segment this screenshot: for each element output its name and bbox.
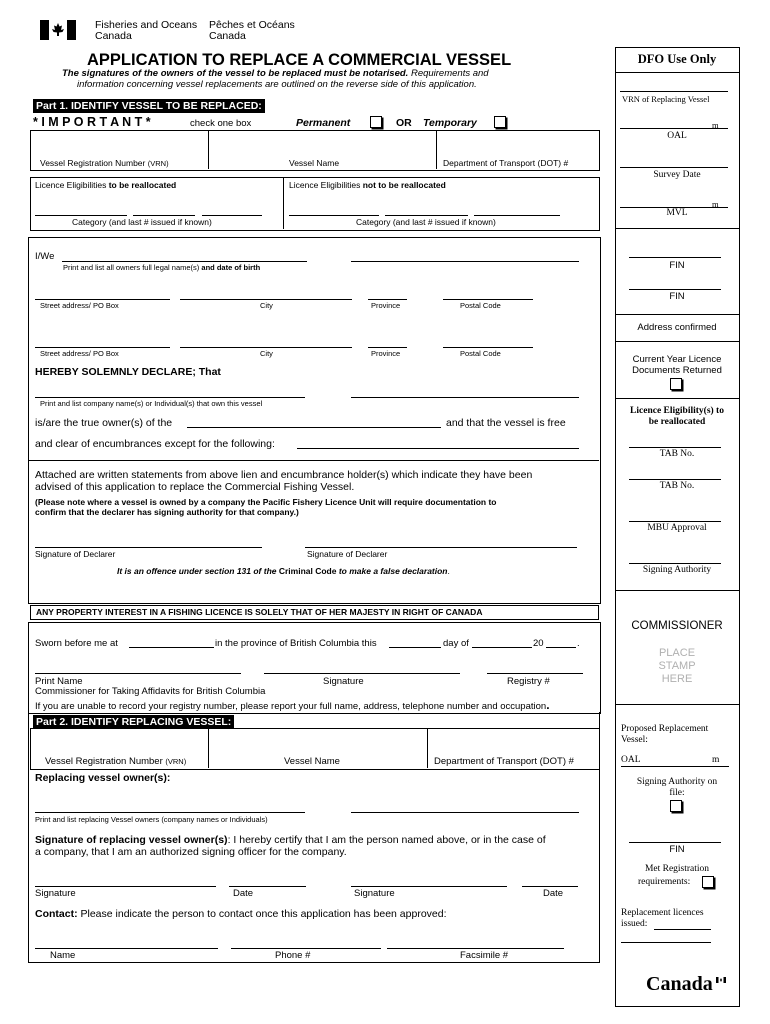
province-field-1[interactable] <box>368 299 407 300</box>
encumbrances-field[interactable] <box>297 448 579 449</box>
owner-name-field-1[interactable] <box>62 261 307 262</box>
sig-declarer-label-2: Signature of Declarer <box>307 549 388 559</box>
offence-c: to make a false declaration <box>336 566 448 576</box>
province-label-2: Province <box>371 349 401 358</box>
replacing-sig-label-1: Signature <box>35 888 76 899</box>
contact-text: Please indicate the person to contact once this application has been approved: <box>77 908 447 920</box>
replacing-vrn-label <box>45 756 186 767</box>
replacing-vrn-text: Vessel Registration Number <box>45 756 163 767</box>
attached-line-1: Attached are written statements from above lien and encumbrance holder(s) which indicate they have been <box>35 469 533 481</box>
contact-name-label: Name <box>50 950 76 961</box>
replacing-owner-field-2[interactable] <box>351 812 579 813</box>
temporary-label: Temporary <box>423 117 477 129</box>
dfo-mvl: MVL <box>666 208 688 218</box>
replacing-dot-label: Department of Transport (DOT) # <box>434 756 574 767</box>
replacing-sig-text: : I hereby certify that I am the person named above, or in the case of <box>227 834 546 846</box>
elig-to-reallocate-label <box>35 180 176 190</box>
postal-field-1[interactable] <box>443 299 533 300</box>
important-label: * I M P O R T A N T * <box>33 115 151 129</box>
sworn-line <box>35 638 118 649</box>
signing-authority-checkbox[interactable] <box>670 800 682 812</box>
dfo-address-confirmed: Address confirmed <box>637 322 717 333</box>
replacing-sig-bold: Signature of replacing vessel owner(s) <box>35 834 228 846</box>
commissioner-signature-field[interactable] <box>264 673 460 674</box>
replacing-vrn-input[interactable] <box>31 729 207 754</box>
dfo-title: DFO Use Only <box>637 52 717 66</box>
dfo-elig-1: Licence Eligibility(s) to <box>630 406 724 416</box>
print-owners-bold: and date of birth <box>201 263 261 272</box>
dfo-signing-authority: Signing Authority <box>642 565 712 575</box>
dfo-repl-2: issued: <box>621 919 648 929</box>
declare-label: HEREBY SOLEMNLY DECLARE; That <box>35 366 221 378</box>
registry-number-field[interactable] <box>487 673 583 674</box>
print-owners-label <box>63 263 260 272</box>
true-owner-vessel-field[interactable] <box>187 427 441 428</box>
permanent-label: Permanent <box>296 117 351 129</box>
postal-label-2: Postal Code <box>460 349 501 358</box>
category-field-2[interactable] <box>133 215 195 216</box>
sworn-b: in the province of British Columbia this <box>215 638 377 649</box>
contact-phone-field[interactable] <box>231 948 381 949</box>
category-field-4[interactable] <box>289 215 379 216</box>
sworn-location-field[interactable] <box>129 647 214 648</box>
permanent-checkbox[interactable] <box>370 116 382 128</box>
dfo-commissioner: COMMISSIONER <box>631 620 723 632</box>
note-line-1: (Please note where a vessel is owned by a company the Pacific Fishery Licence Unit will require documentation to <box>35 497 497 507</box>
property-notice: ANY PROPERTY INTEREST IN A FISHING LICENCE IS SOLELY THAT OF HER MAJESTY IN RIGHT OF CANADA <box>36 607 483 617</box>
company-name-field-1[interactable] <box>35 397 305 398</box>
dfo-m-1: m <box>712 120 719 130</box>
province-label-1: Province <box>371 301 401 310</box>
sworn-month-field[interactable] <box>472 647 532 648</box>
stamp-line-1: PLACE <box>658 647 696 659</box>
category-field-5[interactable] <box>385 215 468 216</box>
docs-returned-checkbox[interactable] <box>670 378 682 390</box>
dfo-met-1: Met Registration <box>644 864 710 874</box>
dfo-m-2: m <box>712 199 719 209</box>
replacing-date-label-1: Date <box>233 888 254 899</box>
dfo-vrn-label: VRN of Replacing Vessel <box>622 94 710 104</box>
unable-text: If you are unable to record your registry number, please report your full name, address, telephone number and occupation <box>35 701 547 712</box>
print-company-label: Print and list company name(s) or Individual(s) that own this vessel <box>40 399 263 408</box>
contact-line <box>35 908 447 920</box>
replacing-date-field-1[interactable] <box>229 886 306 887</box>
iwe-label: I/We <box>35 251 55 262</box>
commissioner-label: Commissioner for Taking Affidavits for British Columbia <box>35 686 266 697</box>
stamp-line-2: STAMP <box>658 660 696 672</box>
true-owner-label: is/are the true owner(s) of the <box>35 417 173 429</box>
contact-bold: Contact: <box>35 908 78 920</box>
dfo-proposed-2: Vessel: <box>621 735 648 745</box>
dfo-elig-2: be reallocated <box>648 417 706 427</box>
sworn-c: day of <box>443 638 469 649</box>
dfo-current-year-2: Documents Returned <box>632 365 722 376</box>
province-field-2[interactable] <box>368 347 407 348</box>
dfo-sa-2: file: <box>669 788 685 798</box>
contact-phone-label: Phone # <box>275 950 311 961</box>
category-field-6[interactable] <box>474 215 560 216</box>
encumbrances-label: and clear of encumbrances except for the following: <box>35 438 275 450</box>
registry-label: Registry # <box>507 676 550 687</box>
dfo-survey-date: Survey Date <box>653 170 701 180</box>
vessel-name-label: Vessel Name <box>289 158 340 168</box>
vrn-input[interactable] <box>31 131 207 156</box>
unable-dot: . <box>546 698 550 712</box>
dfo-repl-1: Replacement licences <box>621 908 704 918</box>
vessel-name-input[interactable] <box>209 131 435 156</box>
replacing-sig-label-2: Signature <box>354 888 395 899</box>
postal-field-2[interactable] <box>443 347 533 348</box>
sworn-day-field[interactable] <box>389 647 441 648</box>
contact-name-field[interactable] <box>35 948 218 949</box>
part1-header: Part 1. IDENTIFY VESSEL TO BE REPLACED: <box>33 99 265 113</box>
check-one-label: check one box <box>190 118 252 129</box>
city-field-2[interactable] <box>180 347 352 348</box>
category-field-1[interactable] <box>35 215 127 216</box>
dfo-met-2: requirements: <box>638 877 691 887</box>
elig-a-text: Licence Eligibilities <box>35 180 109 190</box>
dfo-m-3: m <box>712 755 720 765</box>
print-owners-text: Print and list all owners full legal name(s) <box>63 263 202 272</box>
offence-d: . <box>447 566 450 576</box>
wordmark-flag-icon <box>716 970 726 976</box>
subtitle-bold: The signatures of the owners of the vessel to be replaced must be notarised. <box>62 68 409 79</box>
replacing-signature-statement-2: a company, that I am an authorized signing officer for the company. <box>35 846 347 858</box>
dfo-oal-2: OAL <box>621 755 641 765</box>
subtitle-line-1 <box>62 68 489 79</box>
replacing-vessel-name-input[interactable] <box>209 729 426 754</box>
org-name-fr-1: Pêches et Océans <box>209 19 295 31</box>
sworn-year-field[interactable] <box>546 647 576 648</box>
replacing-print-list-label: Print and list replacing Vessel owners (company names or Individuals) <box>35 815 268 824</box>
vrn-label <box>40 158 169 168</box>
postal-label-1: Postal Code <box>460 301 501 310</box>
vessel-free-label: and that the vessel is free <box>446 417 566 429</box>
subtitle-rest: Requirements and <box>408 68 489 79</box>
stamp-placeholder <box>616 647 738 686</box>
elig-b-bold: not to be reallocated <box>362 180 446 190</box>
or-label: OR <box>396 117 412 129</box>
elig-not-reallocate-label <box>289 180 446 190</box>
declarer-signature-field-1[interactable] <box>35 547 262 548</box>
dfo-fin-2: FIN <box>669 291 685 302</box>
org-name-en-2: Canada <box>95 30 132 42</box>
elig-a-bold: to be reallocated <box>108 180 177 190</box>
dfo-mbu-approval: MBU Approval <box>647 523 707 533</box>
category-field-3[interactable] <box>202 215 262 216</box>
dfo-proposed-1: Proposed Replacement <box>621 724 709 734</box>
page-title: APPLICATION TO REPLACE A COMMERCIAL VESSEL <box>87 51 512 69</box>
dfo-tab-2: TAB No. <box>659 481 695 491</box>
unable-notice <box>35 698 550 712</box>
city-label-1: City <box>260 301 273 310</box>
subtitle-line-2: information concerning vessel replacements are outlined on the reverse side of this application. <box>77 79 477 90</box>
attached-line-2: advised of this application to replace the Commercial Fishing Vessel. <box>35 481 355 493</box>
replacing-date-label-2: Date <box>543 888 564 899</box>
replacing-signature-statement-1 <box>35 834 546 846</box>
sworn-e: . <box>577 638 580 649</box>
replacing-signature-field-2[interactable] <box>351 886 507 887</box>
city-label-2: City <box>260 349 273 358</box>
print-name-label: Print Name <box>35 676 83 687</box>
replacing-vrn-small: (VRN) <box>165 757 187 766</box>
contact-fax-field[interactable] <box>387 948 564 949</box>
dfo-fin-1: FIN <box>669 260 685 271</box>
vrn-label-text: Vessel Registration Number <box>40 158 146 168</box>
replacing-owner-field-1[interactable] <box>35 812 305 813</box>
offence-a: It is an offence under section 131 of the <box>117 566 279 576</box>
category-label-2: Category (and last # issued if known) <box>356 217 496 227</box>
commissioner-signature-label: Signature <box>323 676 364 687</box>
note-line-2: confirm that the declarer has signing authority for that company.) <box>35 507 299 517</box>
dfo-sa-1: Signing Authority on <box>636 777 718 787</box>
canada-wordmark: Canada <box>646 973 713 995</box>
dot-label: Department of Transport (DOT) # <box>443 158 569 168</box>
part2-header: Part 2. IDENTIFY REPLACING VESSEL: <box>33 715 234 729</box>
street-field-2[interactable] <box>35 347 170 348</box>
dfo-current-year-1: Current Year Licence <box>632 354 722 365</box>
elig-b-text: Licence Eligibilities <box>289 180 363 190</box>
dfo-fin-3: FIN <box>669 844 685 855</box>
vrn-small: (VRN) <box>147 159 169 168</box>
canada-flag-icon <box>40 20 76 40</box>
street-label-2: Street address/ PO Box <box>40 349 119 358</box>
category-label-1: Category (and last # issued if known) <box>72 217 212 227</box>
dfo-tab-1: TAB No. <box>659 449 695 459</box>
dot-number-input[interactable] <box>437 131 597 156</box>
offence-notice <box>117 566 450 576</box>
replacing-signature-field-1[interactable] <box>35 886 216 887</box>
offence-b: Criminal Code <box>278 566 337 576</box>
sig-declarer-label-1: Signature of Declarer <box>35 549 116 559</box>
contact-fax-label: Facsimile # <box>460 950 509 961</box>
sworn-d: 20 <box>533 638 544 649</box>
company-name-field-2[interactable] <box>351 397 579 398</box>
replacing-vessel-name-label: Vessel Name <box>284 756 340 767</box>
stamp-line-3: HERE <box>661 673 693 685</box>
org-name-en-1: Fisheries and Oceans <box>95 19 198 31</box>
met-registration-checkbox[interactable] <box>702 876 714 888</box>
replacing-dot-input[interactable] <box>428 729 597 754</box>
temporary-checkbox[interactable] <box>494 116 506 128</box>
street-label-1: Street address/ PO Box <box>40 301 119 310</box>
sworn-a: Sworn before me at <box>35 638 118 649</box>
owner-name-field-2[interactable] <box>351 261 579 262</box>
city-field-1[interactable] <box>180 299 352 300</box>
replacing-owners-label: Replacing vessel owner(s): <box>35 772 171 784</box>
org-name-fr-2: Canada <box>209 30 246 42</box>
replacing-date-field-2[interactable] <box>522 886 578 887</box>
commissioner-print-name-field[interactable] <box>35 673 241 674</box>
street-field-1[interactable] <box>35 299 170 300</box>
declarer-signature-field-2[interactable] <box>305 547 577 548</box>
dfo-oal-label: OAL <box>667 131 687 141</box>
